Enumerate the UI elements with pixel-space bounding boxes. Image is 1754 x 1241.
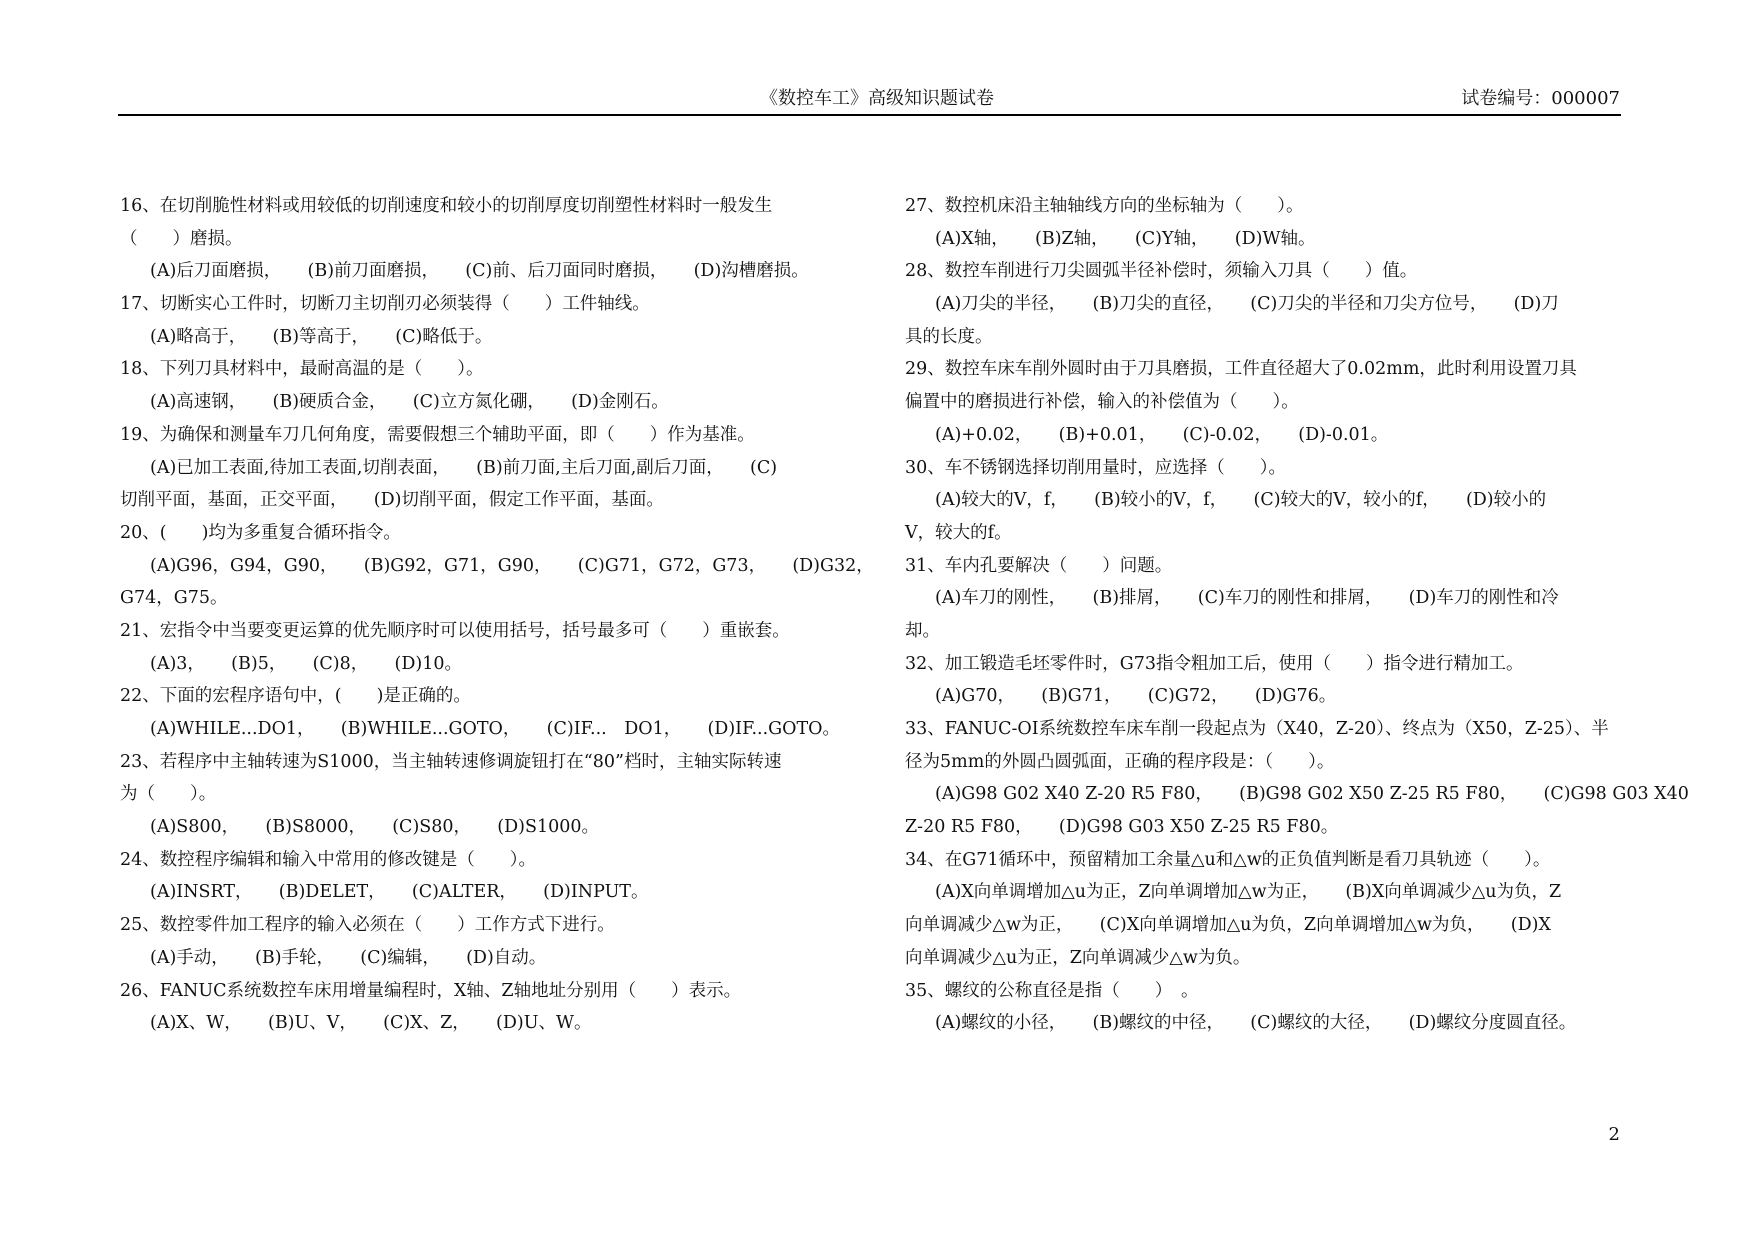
page-number: 2: [1608, 1124, 1620, 1145]
question-line: 偏置中的磨损进行补偿，输入的补偿值为（ ）。: [905, 392, 1299, 413]
question-line: 为（ ）。: [120, 784, 217, 805]
question-line: (A)G96，G94，G90， (B)G92，G71，G90， (C)G71，G72，G73， (D)G32，: [150, 555, 874, 576]
question-line: (A)后刀面磨损， (B)前刀面磨损， (C)前、后刀面同时磨损， (D)沟槽磨损。: [150, 261, 809, 282]
question-line: 23、若程序中主轴转速为S1000，当主轴转速修调旋钮打在“80”档时，主轴实际转速: [120, 751, 782, 772]
question-line: (A)X向单调增加△u为正，Z向单调增加△w为正， (B)X向单调减少△u为负，Z: [935, 882, 1562, 903]
question-line: （ ）磨损。: [120, 228, 243, 249]
paper-code: 试卷编号：000007: [1461, 88, 1620, 109]
question-line: (A)车刀的刚性， (B)排屑， (C)车刀的刚性和排屑， (D)车刀的刚性和冷: [935, 588, 1559, 609]
question-line: (A)已加工表面,待加工表面,切削表面， (B)前刀面,主后刀面,副后刀面， (C): [150, 457, 778, 478]
question-line: 向单调减少△w为正， (C)X向单调增加△u为负，Z向单调增加△w为负， (D)X: [905, 915, 1551, 936]
question-line: 31、车内孔要解决（ ）问题。: [905, 555, 1173, 576]
question-line: 25、数控零件加工程序的输入必须在（ ）工作方式下进行。: [120, 915, 615, 936]
question-line: 27、数控机床沿主轴轴线方向的坐标轴为（ ）。: [905, 196, 1304, 216]
question-line: 21、宏指令中当要变更运算的优先顺序时可以使用括号，括号最多可（ ）重嵌套。: [120, 620, 790, 641]
question-line: V，较大的f。: [905, 522, 1012, 543]
question-line: 33、FANUC-OI系统数控车床车削一段起点为（X40，Z-20）、终点为（X50，Z-25）、半: [905, 719, 1609, 739]
question-line: 22、下面的宏程序语句中，( )是正确的。: [120, 686, 471, 707]
question-line: (A)高速钢， (B)硬质合金， (C)立方氮化硼， (D)金刚石。: [150, 392, 669, 413]
question-line: 34、在G71循环中，预留精加工余量△u和△w的正负值判断是看刀具轨迹（ ）。: [905, 849, 1551, 870]
question-line: Z-20 R5 F80， (D)G98 G03 X50 Z-25 R5 F80。: [905, 817, 1339, 838]
question-line: 16、在切削脆性材料或用较低的切削速度和较小的切削厚度切削塑性材料时一般发生: [120, 196, 773, 216]
question-line: (A)手动， (B)手轮， (C)编辑， (D)自动。: [150, 947, 547, 968]
question-line: 26、FANUC系统数控车床用增量编程时，X轴、Z轴地址分别用（ ）表示。: [120, 980, 742, 1001]
question-line: 切削平面，基面，正交平面， (D)切削平面，假定工作平面，基面。: [120, 490, 664, 511]
question-line: G74，G75。: [120, 588, 228, 609]
right-question-column: [905, 190, 1689, 1040]
question-line: (A)3， (B)5， (C)8， (D)10。: [150, 653, 462, 674]
question-line: 19、为确保和测量车刀几何角度，需要假想三个辅助平面，即（ ）作为基准。: [120, 424, 755, 445]
header-divider: [118, 114, 1621, 116]
question-line: 径为5mm的外圆凸圆弧面，正确的程序段是：（ ）。: [905, 751, 1335, 772]
question-line: 却。: [905, 620, 940, 641]
question-line: (A)+0.02， (B)+0.01， (C)-0.02， (D)-0.01。: [935, 424, 1389, 445]
question-line: 28、数控车削进行刀尖圆弧半径补偿时，须输入刀具（ ）值。: [905, 261, 1418, 282]
question-line: (A)WHILE...DO1， (B)WHILE...GOTO， (C)IF... DO1， (D)IF...GOTO。: [150, 719, 841, 739]
question-line: (A)X轴， (B)Z轴， (C)Y轴， (D)W轴。: [935, 228, 1316, 249]
question-line: 向单调减少△u为正，Z向单调减少△w为负。: [905, 947, 1251, 968]
exam-title: 《数控车工》高级知识题试卷: [760, 88, 994, 109]
left-question-column: [120, 190, 874, 1040]
question-line: (A)刀尖的半径， (B)刀尖的直径， (C)刀尖的半径和刀尖方位号， (D)刀: [935, 294, 1559, 315]
question-line: (A)略高于， (B)等高于， (C)略低于。: [150, 326, 493, 347]
question-line: 35、螺纹的公称直径是指（ ） 。: [905, 980, 1199, 1001]
question-line: 30、车不锈钢选择切削用量时，应选择（ ）。: [905, 457, 1287, 478]
question-line: (A)较大的V，f， (B)较小的V，f， (C)较大的V，较小的f， (D)较小的: [935, 490, 1547, 511]
question-line: 20、( )均为多重复合循环指令。: [120, 522, 401, 543]
question-line: (A)INSRT， (B)DELET， (C)ALTER， (D)INPUT。: [150, 882, 649, 903]
question-line: 具的长度。: [905, 326, 993, 347]
question-line: 24、数控程序编辑和输入中常用的修改键是（ ）。: [120, 849, 537, 870]
question-line: (A)G70， (B)G71， (C)G72， (D)G76。: [935, 686, 1337, 707]
question-line: (A)X、W， (B)U、V， (C)X、Z， (D)U、W。: [150, 1013, 592, 1034]
question-line: 32、加工锻造毛坯零件时，G73指令粗加工后，使用（ ）指令进行精加工。: [905, 653, 1524, 674]
question-line: 17、切断实心工件时，切断刀主切削刃必须装得（ ）工件轴线。: [120, 294, 650, 315]
question-line: 18、下列刀具材料中，最耐高温的是（ ）。: [120, 359, 484, 380]
question-line: (A)S800， (B)S8000， (C)S80， (D)S1000。: [150, 817, 599, 838]
question-line: (A)螺纹的小径， (B)螺纹的中径， (C)螺纹的大径， (D)螺纹分度圆直径。: [935, 1013, 1577, 1034]
question-line: 29、数控车床车削外圆时由于刀具磨损，工件直径超大了0.02mm，此时利用设置刀具: [905, 359, 1577, 380]
question-line: (A)G98 G02 X40 Z-20 R5 F80， (B)G98 G02 X50 Z-25 R5 F80， (C)G98 G03 X40: [935, 784, 1689, 805]
